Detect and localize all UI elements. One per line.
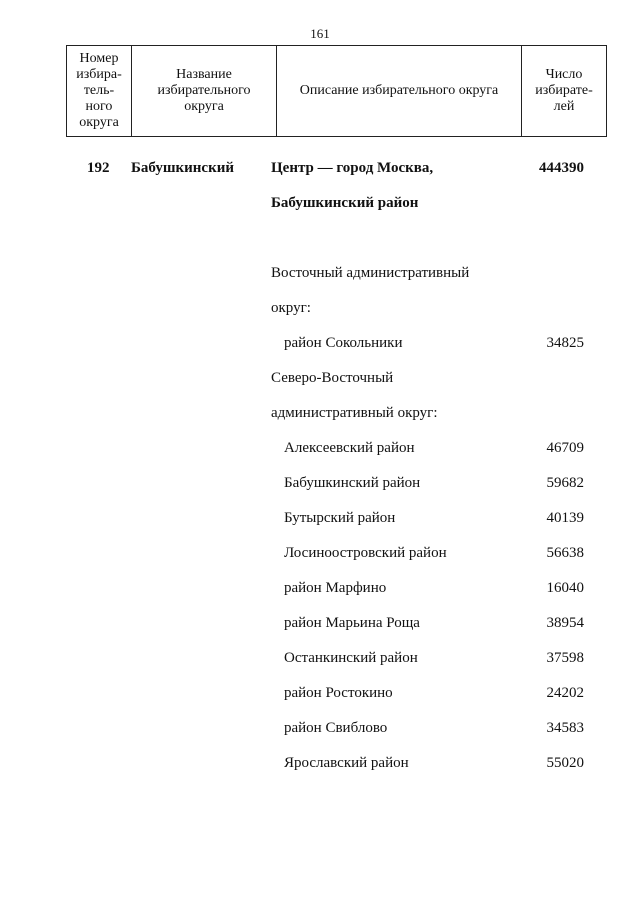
area-voter-count: 40139 — [546, 510, 584, 526]
area-name: Алексеевский район — [284, 440, 415, 456]
district-name: Бабушкинский — [131, 160, 235, 176]
area-voter-count: 34583 — [546, 720, 584, 736]
district-number: 192 — [87, 160, 110, 176]
section-title-line: Восточный административный — [271, 265, 470, 281]
header-line: избирательного — [157, 82, 251, 98]
header-line: лей — [553, 99, 575, 115]
area-voter-count: 24202 — [546, 685, 584, 701]
header-voter-count — [522, 46, 607, 137]
header-line: тель- — [83, 82, 115, 98]
area-voter-count: 38954 — [546, 615, 584, 631]
area-name: район Свиблово — [284, 720, 388, 736]
area-name: район Марьина Роща — [284, 615, 420, 631]
header-district-name — [132, 46, 277, 137]
area-name: Бабушкинский район — [284, 475, 421, 491]
area-voter-count: 46709 — [546, 440, 584, 456]
area-voter-count: 59682 — [546, 475, 584, 491]
section-title-line: округ: — [271, 300, 311, 316]
header-line: Номер — [79, 50, 119, 66]
area-name: район Сокольники — [284, 335, 403, 351]
district-center: Центр — город Москва, — [271, 160, 434, 176]
table-header — [66, 45, 607, 137]
header-line: Название — [176, 66, 232, 82]
header-line: округа — [184, 99, 224, 115]
section-title-line: Северо-Восточный — [271, 370, 394, 386]
area-voter-count: 16040 — [546, 580, 584, 596]
header-line: Число — [545, 66, 583, 82]
area-name: Лосиноостровский район — [284, 545, 447, 561]
header-line: округа — [79, 115, 119, 131]
page-number: 161 — [310, 26, 330, 41]
area-name: Бутырский район — [284, 510, 396, 526]
header-line: ного — [85, 99, 113, 115]
area-voter-count: 37598 — [546, 650, 584, 666]
area-voter-count: 55020 — [546, 755, 584, 771]
header-district-description — [277, 46, 522, 137]
area-name: район Марфино — [284, 580, 387, 596]
area-name: Ярославский район — [284, 755, 409, 771]
area-name: Останкинский район — [284, 650, 418, 666]
section-title-line: административный округ: — [271, 405, 438, 421]
area-voter-count: 34825 — [546, 335, 584, 351]
header-line: Описание избирательного округа — [299, 82, 499, 98]
area-name: район Ростокино — [284, 685, 393, 701]
header-line: избира- — [76, 66, 122, 82]
district-center-area: Бабушкинский район — [271, 195, 419, 211]
area-voter-count: 56638 — [546, 545, 584, 561]
header-line: избирате- — [535, 82, 593, 98]
header-district-number — [67, 46, 132, 137]
district-voters: 444390 — [539, 160, 584, 176]
